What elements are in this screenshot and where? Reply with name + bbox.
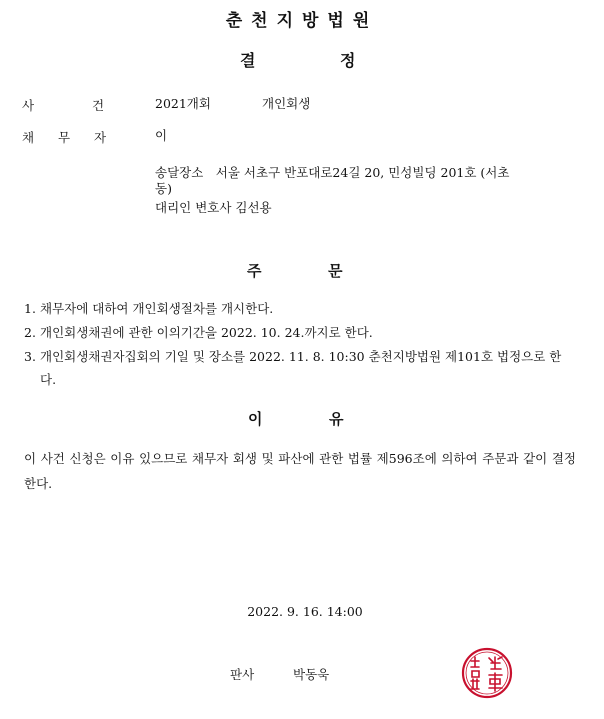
judge-name: 박동욱 — [293, 667, 330, 682]
order-heading-char-1: 주 — [247, 262, 262, 280]
order-item-number: 3. — [24, 349, 36, 364]
reason-heading — [0, 408, 604, 428]
document-type-char-1: 결 — [240, 51, 256, 70]
reason-text: 이 사건 신청은 이유 있으므로 채무자 회생 및 파산에 관한 법률 제596조에 의하여 주문과 같이 결정한다. — [24, 451, 576, 491]
debtor-label-char-2: 무 — [58, 130, 71, 145]
court-seal-icon — [461, 647, 513, 699]
case-label-char-1: 사 — [22, 98, 35, 113]
order-item-text: 개인회생채권에 관한 이의기간을 2022. 10. 24.까지로 한다. — [40, 325, 373, 340]
case-label-char-2: 건 — [92, 98, 105, 113]
service-address-line-1: 송달장소 서울 서초구 반포대로24길 20, 민성빌딩 201호 (서초 — [155, 165, 510, 180]
debtor-name: 이 — [155, 128, 168, 143]
order-item — [24, 321, 576, 344]
reason-heading-char-2: 유 — [329, 410, 344, 428]
case-label — [22, 96, 152, 114]
document-type-char-2: 정 — [340, 51, 356, 70]
service-address — [155, 165, 585, 197]
debtor-label-char-1: 채 — [22, 130, 35, 145]
order-item — [24, 345, 576, 391]
case-number: 2021개회 — [155, 96, 211, 111]
debtor-label-char-3: 자 — [94, 130, 107, 145]
order-list — [24, 297, 576, 399]
order-item-number: 2. — [24, 325, 36, 340]
debtor-label — [22, 128, 152, 146]
order-item-text: 개인회생채권자집회의 기일 및 장소를 2022. 11. 8. 10:30 춘천지방법원 제101호 법정으로 한다. — [40, 349, 562, 387]
order-heading-char-2: 문 — [328, 262, 343, 280]
decision-date: 2022. 9. 16. 14:00 — [247, 604, 363, 619]
order-item — [24, 297, 576, 320]
case-name: 개인회생 — [262, 96, 311, 111]
order-heading — [0, 260, 604, 280]
reason-heading-char-1: 이 — [248, 410, 263, 428]
court-name: 춘천지방법원 — [225, 11, 379, 31]
legal-agent: 대리인 변호사 김선용 — [155, 200, 272, 215]
order-item-text: 채무자에 대하여 개인회생절차를 개시한다. — [40, 301, 274, 316]
judge-title: 판사 — [230, 667, 255, 682]
service-address-line-2: 동) — [155, 181, 172, 196]
order-item-number: 1. — [24, 301, 36, 316]
